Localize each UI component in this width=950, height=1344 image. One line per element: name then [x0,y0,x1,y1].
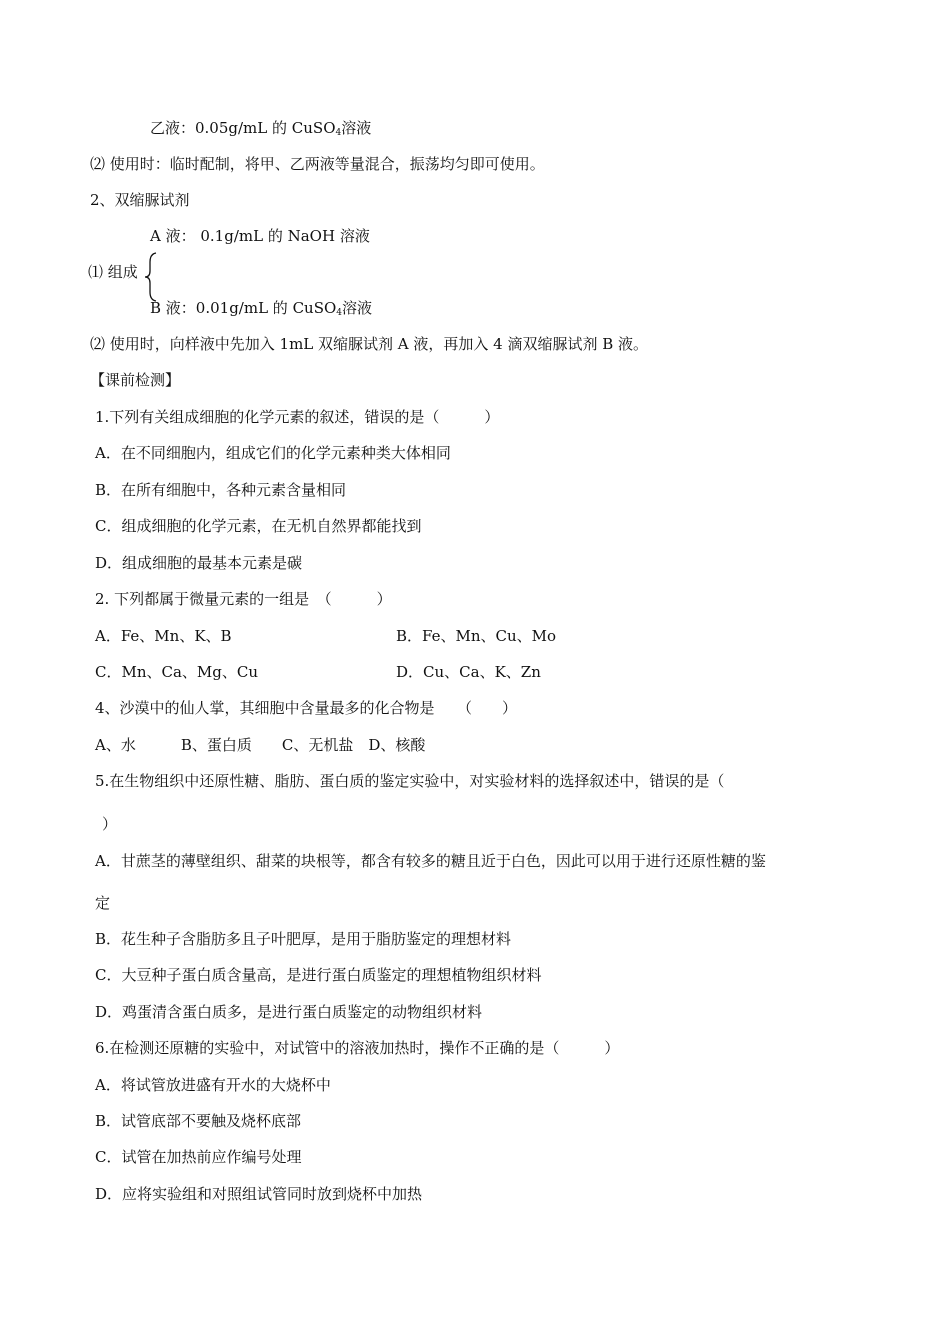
question-2-option-c: C．Mn、Ca、Mg、Cu [95,663,259,681]
question-4-options: A、水 B、蛋白质 C、无机盐 D、核酸 [95,736,426,754]
question-1-option-d: D．组成细胞的最基本元素是碳 [95,554,303,572]
question-2-option-a: A．Fe、Mn、K、B [95,627,232,645]
question-2-option-d: D．Cu、Ca、K、Zn [396,663,541,681]
question-5-option-d: D．鸡蛋清含蛋白质多，是进行蛋白质鉴定的动物组织材料 [95,1003,483,1021]
section-title-biuret: 2、双缩脲试剂 [90,191,190,209]
question-1-option-c: C．组成细胞的化学元素，在无机自然界都能找到 [95,517,422,535]
question-5-stem-end: ） [102,815,118,833]
question-6-stem: 6.在检测还原糖的实验中，对试管中的溶液加热时，操作不正确的是（ ） [95,1039,620,1057]
reagent-yi-suffix: 溶液 [341,119,372,137]
composition-label: ⑴ 组成 [88,263,138,281]
section-title-check: 【课前检测】 [90,371,181,389]
question-5-option-b: B．花生种子含脂肪多且子叶肥厚，是用于脂肪鉴定的理想材料 [95,930,512,948]
question-6-option-c: C．试管在加热前应作编号处理 [95,1148,302,1166]
question-1-option-a: A．在不同细胞内，组成它们的化学元素种类大体相同 [95,444,451,462]
reagent-b-suffix: 溶液 [342,299,373,317]
subscript: 4 [336,308,343,318]
question-5-stem: 5.在生物组织中还原性糖、脂肪、蛋白质的鉴定实验中，对实验材料的选择叙述中，错误的是（ [95,772,725,790]
usage-instruction-1: ⑵ 使用时：临时配制，将甲、乙两液等量混合，振荡均匀即可使用。 [90,155,545,173]
question-4-stem: 4、沙漠中的仙人掌，其细胞中含量最多的化合物是 （ ） [95,699,518,717]
reagent-yi-line [150,118,371,138]
usage-instruction-2: ⑵ 使用时，向样液中先加入 1mL 双缩脲试剂 A 液，再加入 4 滴双缩脲试剂 B 液。 [90,335,649,353]
question-6-option-d: D．应将实验组和对照组试管同时放到烧杯中加热 [95,1185,423,1203]
subscript: 4 [335,128,342,138]
question-6-option-a: A．将试管放进盛有开水的大烧杯中 [95,1076,331,1094]
reagent-yi-text: 乙液：0.05g/mL 的 CuSO [150,119,336,137]
question-6-option-b: B．试管底部不要触及烧杯底部 [95,1112,302,1130]
curly-brace-icon [144,252,158,302]
question-2-option-b: B．Fe、Mn、Cu、Mo [396,627,557,645]
reagent-a-line: A 液： 0.1g/mL 的 NaOH 溶液 [150,227,370,245]
question-1-stem: 1.下列有关组成细胞的化学元素的叙述，错误的是（ ） [95,408,500,426]
question-5-option-c: C．大豆种子蛋白质含量高，是进行蛋白质鉴定的理想植物组织材料 [95,966,542,984]
reagent-b-text: B 液：0.01g/mL 的 CuSO [150,299,337,317]
question-2-stem: 2. 下列都属于微量元素的一组是 （ ） [95,590,392,608]
question-1-option-b: B．在所有细胞中，各种元素含量相同 [95,481,347,499]
question-5-option-a: A．甘蔗茎的薄壁组织、甜菜的块根等，都含有较多的糖且近于白色，因此可以用于进行还原性糖的鉴 [95,852,766,870]
question-5-option-a-cont: 定 [95,894,111,912]
reagent-b-line [150,298,372,318]
